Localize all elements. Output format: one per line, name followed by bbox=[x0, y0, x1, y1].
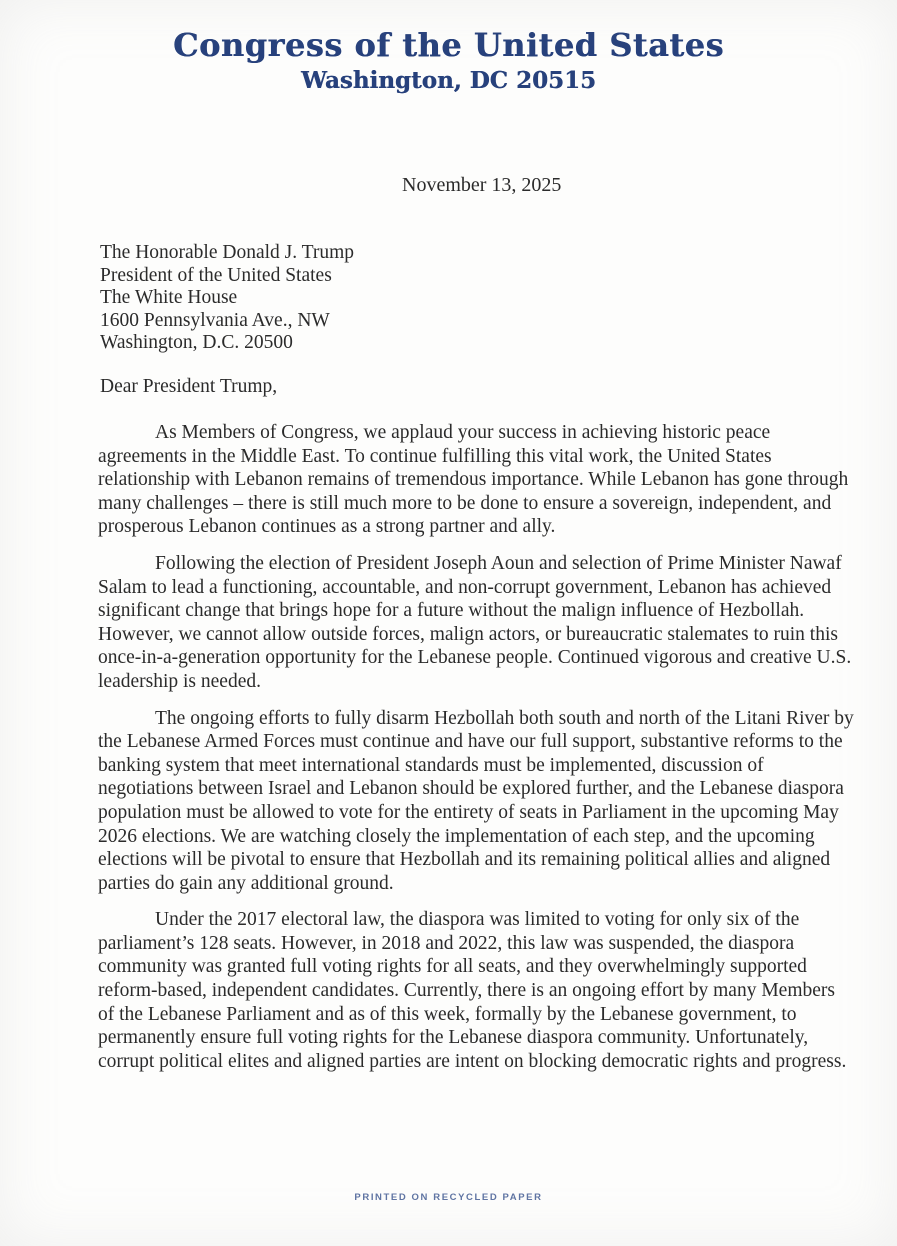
body-paragraph-2: Following the election of President Joseph Aoun and selection of Prime Minister Nawaf Salam to lead a functioning, accountable, and non-corrupt government, Lebanon has achieved significant change that brings hope for a future without the malign influence of Hezbollah. However, we cannot allow outside forces, malign actors, or bureaucratic stalemates to ruin this once-in-a-generation opportunity for the Lebanese people. Continued vigorous and creative U.S. leadership is needed. bbox=[98, 552, 852, 692]
recipient-line: The White House bbox=[100, 287, 238, 309]
letter-body bbox=[98, 421, 856, 1086]
body-paragraph-4: Under the 2017 electoral law, the diaspora was limited to voting for only six of the parliament’s 128 seats. However, in 2018 and 2022, this law was suspended, the diaspora community was granted full voting rights for all seats, and they overwhelmingly supported reform-based, independent candidates. Currently, there is an ongoing effort by many Members of the Lebanese Parliament and as of this week, formally by the Lebanese government, to permanently ensure full voting rights for the Lebanese diaspora community. Unfortunately, corrupt political elites and aligned parties are intent on blocking democratic rights and progress. bbox=[98, 909, 847, 1072]
letterhead-subtitle: Washington, DC 20515 bbox=[301, 67, 596, 94]
letterhead bbox=[0, 26, 897, 94]
recycled-paper-notice: PRINTED ON RECYCLED PAPER bbox=[354, 1192, 543, 1203]
body-paragraph-3: The ongoing efforts to fully disarm Hezbollah both south and north of the Litani River by the Lebanese Armed Forces must continue and have our full support, substantive reforms to the banking system that meet international standards must be implemented, discussion of negotiations between Israel and Lebanon should be explored further, and the Lebanese diaspora population must be allowed to vote for the entirety of seats in Parliament in the upcoming May 2026 elections. We are watching closely the implementation of each step, and the upcoming elections will be pivotal to ensure that Hezbollah and its remaining political allies and aligned parties do gain any additional ground. bbox=[98, 707, 854, 894]
salutation: Dear President Trump, bbox=[100, 376, 278, 397]
recipient-line: The Honorable Donald J. Trump bbox=[100, 242, 355, 263]
recipient-address bbox=[100, 242, 354, 355]
recipient-line: President of the United States bbox=[100, 264, 332, 286]
recipient-line: 1600 Pennsylvania Ave., NW bbox=[100, 309, 330, 331]
recipient-line: Washington, D.C. 20500 bbox=[100, 332, 293, 354]
body-paragraph-1: As Members of Congress, we applaud your success in achieving historic peace agreements in the Middle East. To continue fulfilling this vital work, the United States relationship with Lebanon remains of tremendous importance. While Lebanon has gone through many challenges – there is still much more to be done to ensure a sovereign, independent, and prosperous Lebanon continues as a strong partner and ally. bbox=[98, 422, 849, 538]
letter-date: November 13, 2025 bbox=[402, 174, 562, 196]
letterhead-title: Congress of the United States bbox=[173, 26, 724, 64]
